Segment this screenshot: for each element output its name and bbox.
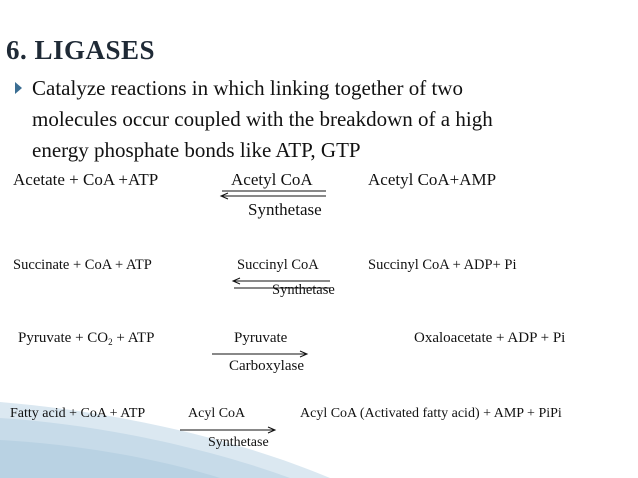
- reaction-4-products: Acyl CoA (Activated fatty acid) + AMP + PiPi: [300, 406, 562, 421]
- reaction-1-products: Acetyl CoA+AMP: [368, 170, 497, 189]
- reaction-2-products: Succinyl CoA + ADP+ Pi: [368, 257, 517, 273]
- reaction-3-enzyme-name: Carboxylase: [229, 358, 304, 374]
- reaction-1-enzyme: Acetyl CoA: [231, 170, 313, 189]
- reaction-4-enzyme: Acyl CoA: [188, 406, 246, 421]
- reaction-2-arrows-icon: [230, 277, 335, 291]
- reaction-3-arrow-icon: [210, 349, 310, 359]
- bullet-arrow-icon: [15, 82, 22, 94]
- bullet-line-3: energy phosphate bonds like ATP, GTP: [32, 138, 361, 162]
- reaction-3-reactants: Pyruvate + $CO_2$ + ATP: [18, 330, 155, 347]
- bullet-line-1: Catalyze reactions in which linking together of two: [32, 76, 463, 100]
- reaction-1-reactants: Acetate + CoA +ATP: [13, 170, 159, 189]
- reaction-3-enzyme: Pyruvate: [234, 330, 288, 346]
- bullet-line-2: molecules occur coupled with the breakdown of a high: [32, 107, 493, 131]
- reaction-4-enzyme-name: Synthetase: [208, 435, 269, 450]
- reaction-1-arrows-icon: [218, 187, 330, 201]
- reaction-2-enzyme: Succinyl CoA: [237, 257, 319, 273]
- reaction-2-reactants: Succinate + CoA + ATP: [13, 257, 152, 273]
- reaction-4-reactants: Fatty acid + CoA + ATP: [10, 406, 146, 421]
- reaction-4-arrow-icon: [178, 425, 278, 435]
- reaction-2-enzyme-name: Synthetase: [272, 282, 335, 298]
- reaction-1-enzyme-name: Synthetase: [248, 200, 322, 219]
- reaction-3-products: Oxaloacetate + ADP + Pi: [414, 330, 566, 346]
- slide-title: 6. LIGASES: [6, 35, 156, 65]
